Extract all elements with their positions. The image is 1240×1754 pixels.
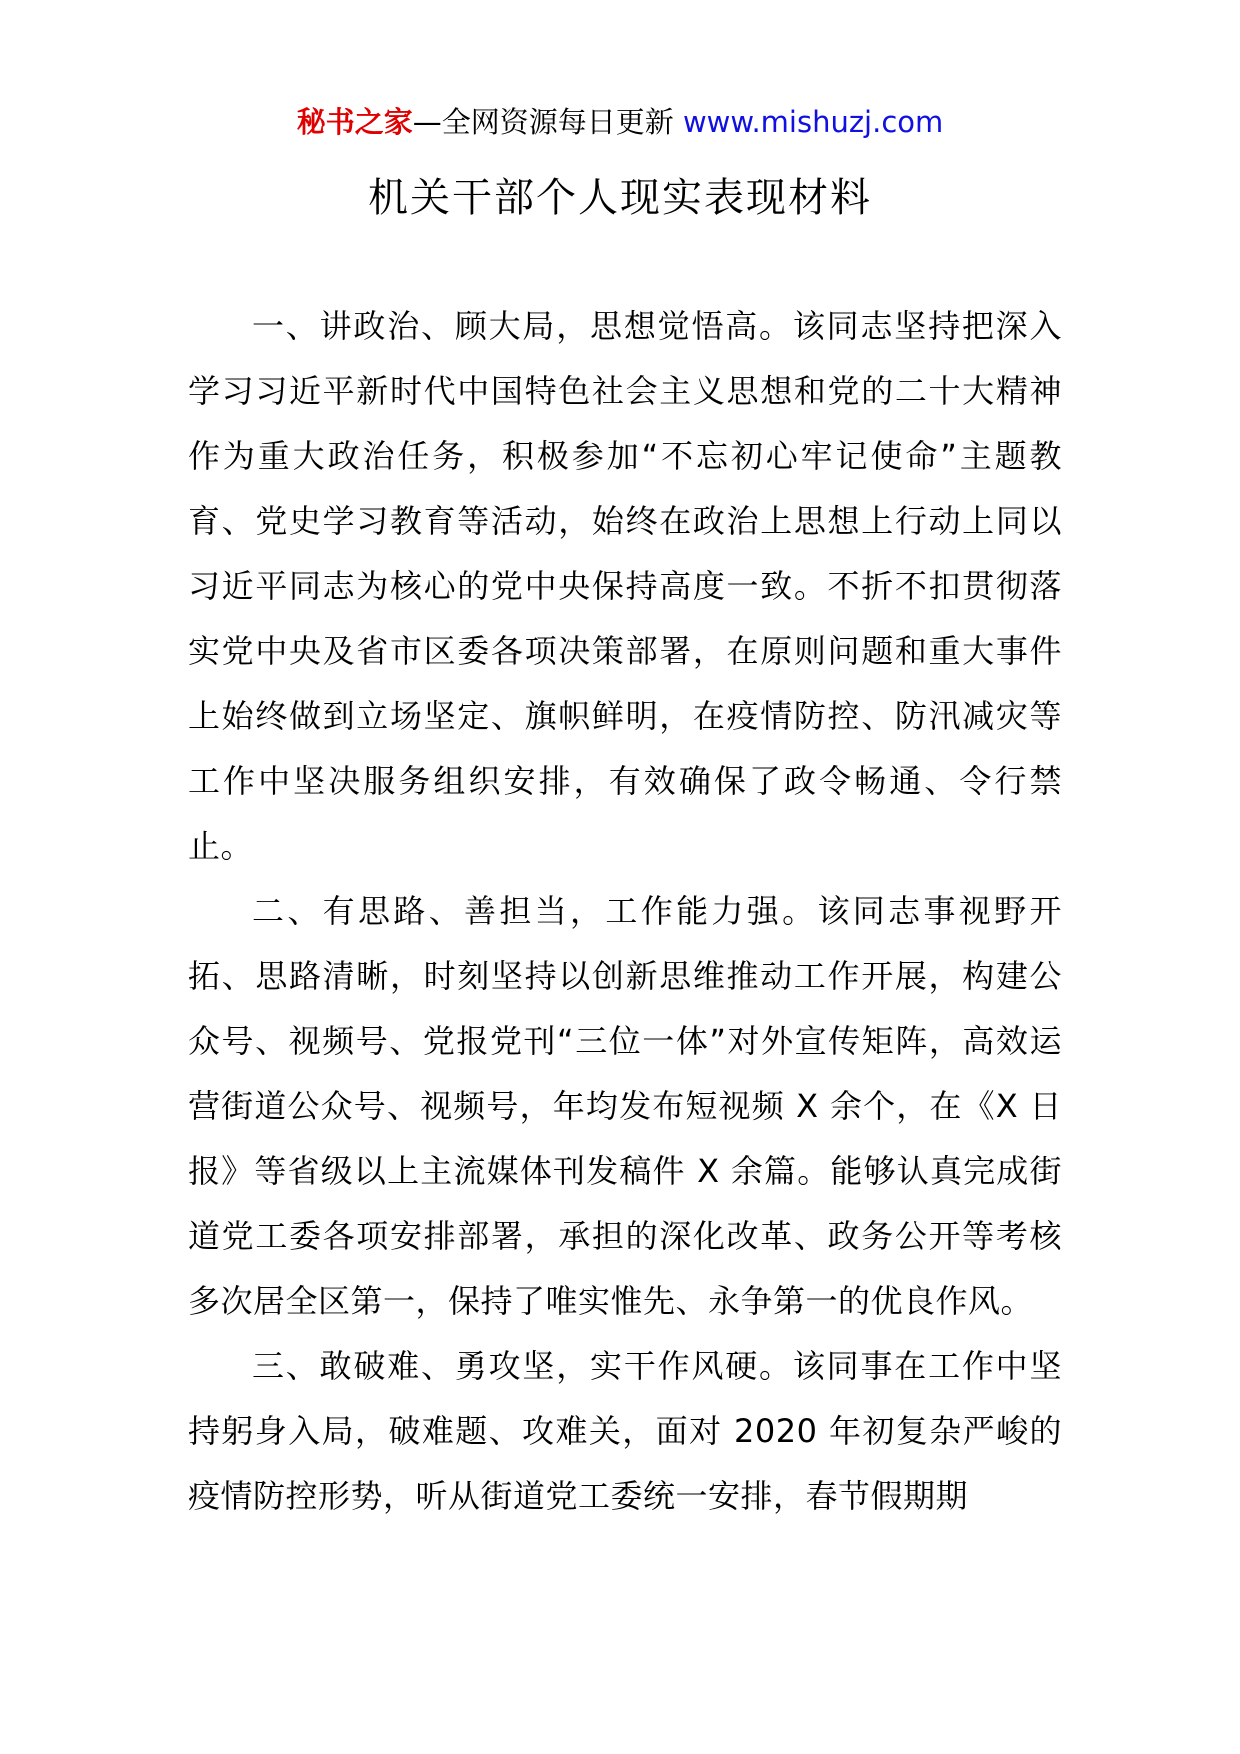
- paragraph-3-heading: 三、敢破难、勇攻坚，实干作风硬。: [252, 1347, 793, 1385]
- paragraph-2-heading: 二、有思路、善担当，工作能力强。: [252, 892, 818, 930]
- paragraph-2: [188, 879, 1062, 1334]
- paragraph-3-text: 该同事在工作中坚持躬身入局，破难题、攻难关，面对 2020 年初复杂严峻的疫情防控形势，听从街道党工委统一安排，春节假期期: [188, 1347, 1062, 1515]
- site-url-link[interactable]: www.mishuzj.com: [682, 105, 944, 139]
- paragraph-1-text: 该同志坚持把深入学习习近平新时代中国特色社会主义思想和党的二十大精神作为重大政治任务，积极参加“不忘初心牢记使命”主题教育、党史学习教育等活动，始终在政治上思想上行动上同以习近平同志为核心的党中央保持高度一致。不折不扣贯彻落实党中央及省市区委各项决策部署，在原则问题和重大事件上始终做到立场坚定、旗帜鲜明，在疫情防控、防汛减灾等工作中坚决服务组织安排，有效确保了政令畅通、令行禁止。: [188, 307, 1062, 865]
- site-banner: [0, 102, 1240, 142]
- paragraph-1-heading: 一、讲政治、顾大局，思想觉悟高。: [252, 307, 793, 345]
- brand-name: 秘书之家: [296, 105, 413, 139]
- document-title: 机关干部个人现实表现材料: [368, 175, 872, 221]
- document-body: [188, 294, 1062, 1529]
- banner-tagline: —全网资源每日更新: [412, 105, 674, 139]
- paragraph-2-text: 该同志事视野开拓、思路清晰，时刻坚持以创新思维推动工作开展，构建公众号、视频号、党报党刊“三位一体”对外宣传矩阵，高效运营街道公众号、视频号，年均发布短视频 X 余个，在《X 日报》等省级以上主流媒体刊发稿件 X 余篇。能够认真完成街道党工委各项安排部署，承担的深化改革、政务公开等考核多次居全区第一，保持了唯实惟先、永争第一的优良作风。: [188, 892, 1062, 1320]
- paragraph-3: [188, 1334, 1062, 1529]
- paragraph-1: [188, 294, 1062, 879]
